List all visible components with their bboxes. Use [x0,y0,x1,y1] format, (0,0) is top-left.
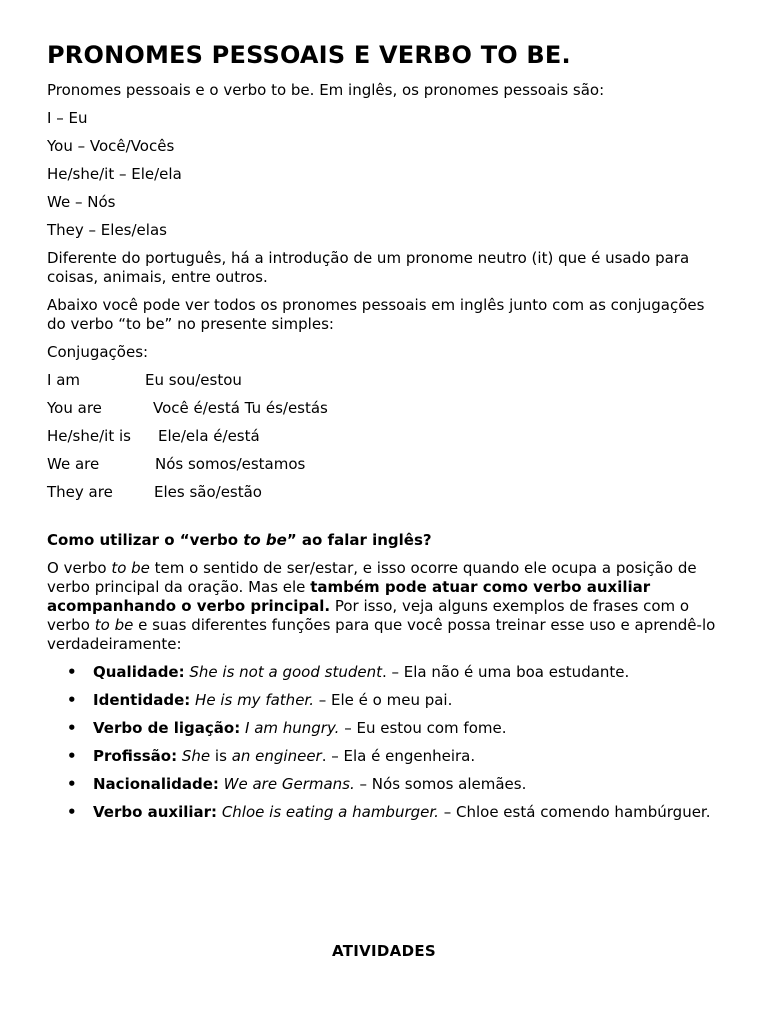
conjugation-english: He/she/it is [47,427,131,445]
list-item: • Qualidade: She is not a good student. – Ela não é uma boa estudante. [67,663,630,681]
bullet-icon: • [67,663,77,681]
bullet-icon: • [67,775,77,793]
intro-paragraph: Pronomes pessoais e o verbo to be. Em inglês, os pronomes pessoais são: [47,81,605,99]
conjugation-row [47,455,727,474]
conjugation-english: You are [47,399,102,417]
list-item: • Identidade: He is my father. – Ele é o meu pai. [67,691,453,709]
neutral-pronoun-note: Diferente do português, há a introdução de um pronome neutro (it) que é usado para coisas, animais, entre outros. [47,249,690,286]
conjugation-english: We are [47,455,100,473]
conjugation-portuguese: Você é/está Tu és/estás [153,399,328,417]
conjugation-english: I am [47,371,80,389]
conjugation-row [47,371,727,390]
list-item: • Nacionalidade: We are Germans. – Nós somos alemães. [67,775,527,793]
conjugation-row [47,427,727,446]
bullet-icon: • [67,747,77,765]
pronoun-line: He/she/it – Ele/ela [47,165,182,183]
conjugation-portuguese: Eles são/estão [154,483,262,501]
section-heading: Como utilizar o “verbo to be” ao falar inglês? [47,531,432,549]
pronoun-line: They – Eles/elas [47,221,167,239]
conjugation-intro: Abaixo você pode ver todos os pronomes pessoais em inglês junto com as conjugações do verbo “to be” no presente simples: [47,296,705,333]
conjugation-portuguese: Eu sou/estou [145,371,242,389]
document-page [47,40,727,831]
conjugation-row [47,399,727,418]
pronoun-line: I – Eu [47,109,88,127]
conjugations-label: Conjugações: [47,343,149,361]
conjugation-row [47,483,727,502]
bullet-icon: • [67,719,77,737]
examples-list [47,663,727,822]
explanation-paragraph: O verbo to be tem o sentido de ser/estar, e isso ocorre quando ele ocupa a posição de verbo principal da oração. Mas ele também pode atuar como verbo auxiliar acompanhando o verbo principal. Por isso, veja alguns exemplos de frases com o verbo to be e suas diferentes funções para que você possa treinar esse uso e aprendê-lo verdadeiramente: [47,559,716,653]
bullet-icon: • [67,691,77,709]
list-item: • Verbo auxiliar: Chloe is eating a hamburger. – Chloe está comendo hambúrguer. [67,803,711,821]
activities-heading: ATIVIDADES [331,942,436,960]
list-item: • Verbo de ligação: I am hungry. – Eu estou com fome. [67,719,507,737]
list-item: • Profissão: She is an engineer. – Ela é engenheira. [67,747,476,765]
conjugation-portuguese: Ele/ela é/está [158,427,260,445]
bullet-icon: • [67,803,77,821]
conjugation-portuguese: Nós somos/estamos [155,455,306,473]
pronoun-line: You – Você/Vocês [47,137,175,155]
pronoun-line: We – Nós [47,193,116,211]
page-title: PRONOMES PESSOAIS E VERBO TO BE. [47,41,571,69]
conjugation-english: They are [47,483,113,501]
